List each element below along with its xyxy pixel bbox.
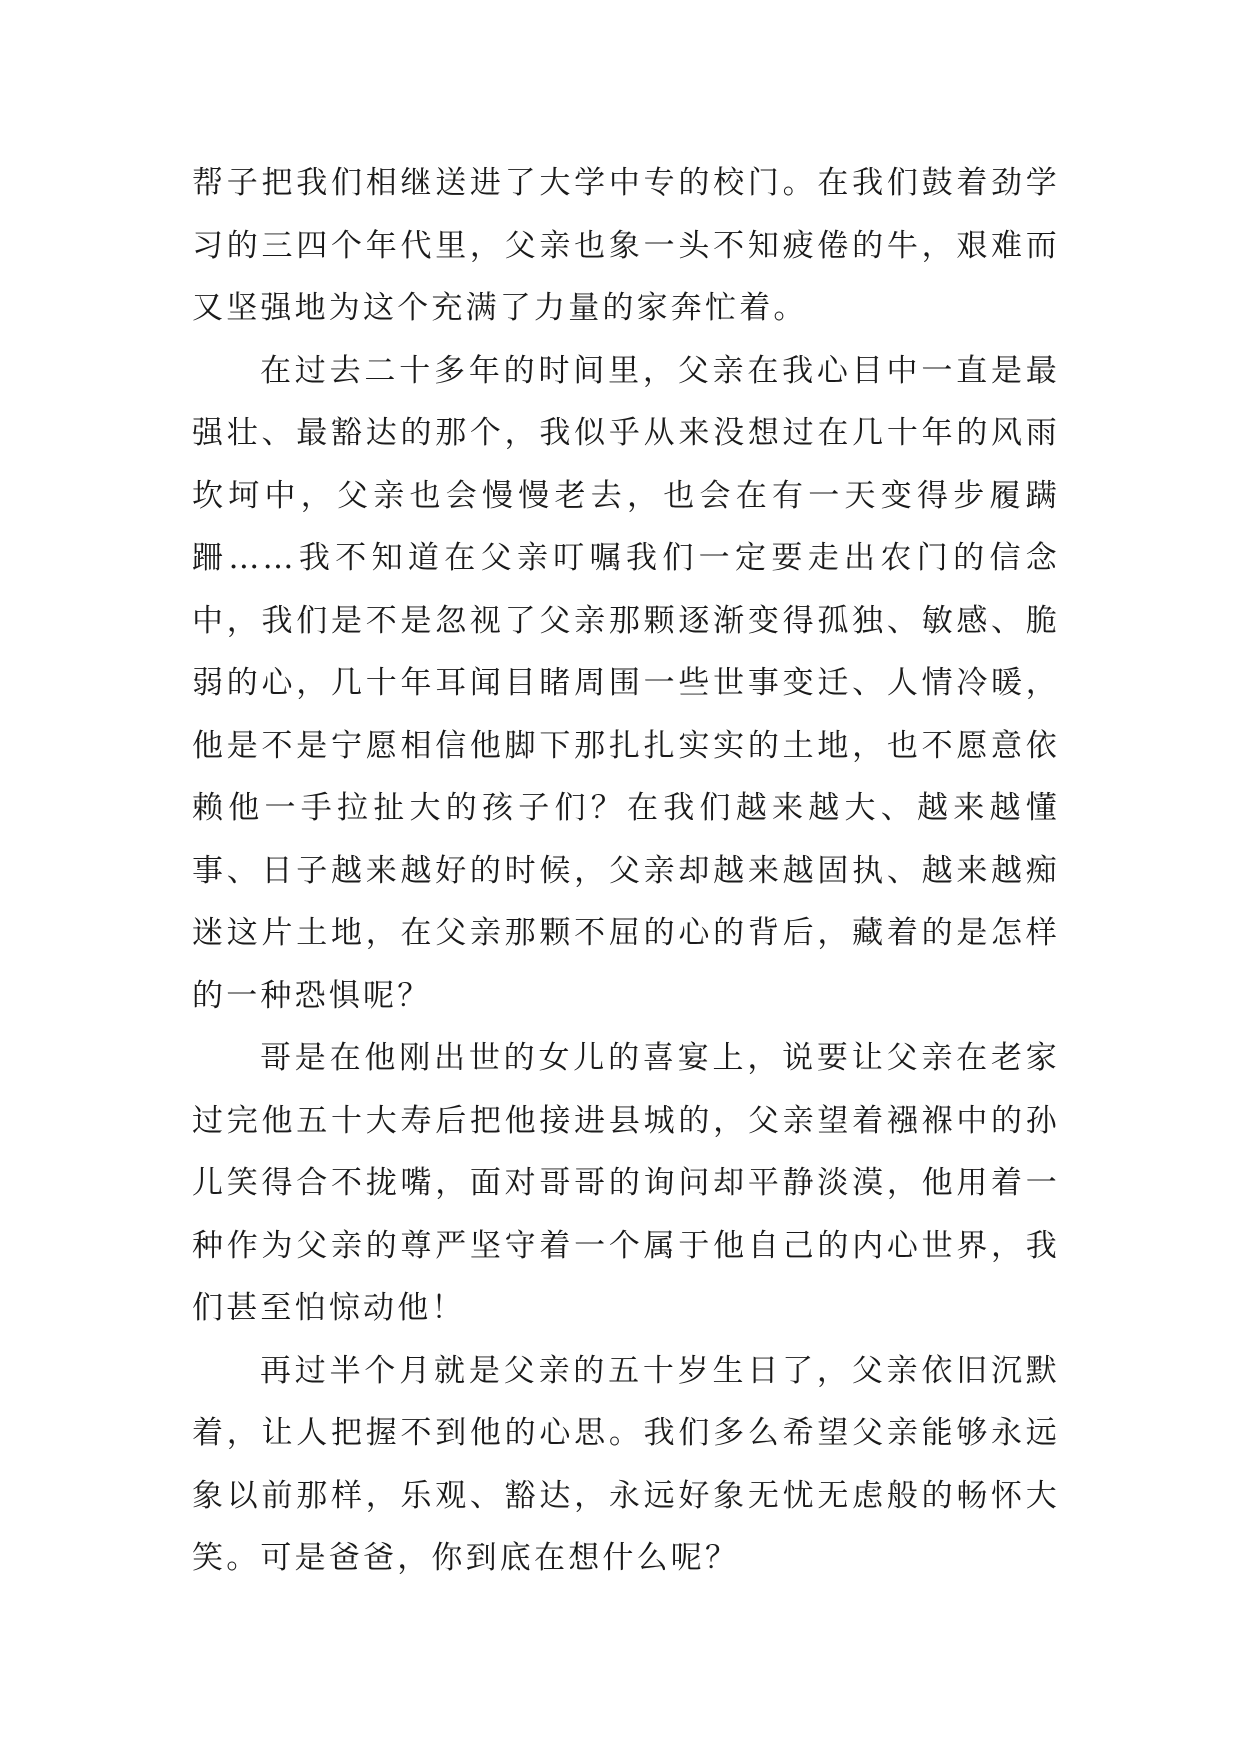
paragraph-3: 哥是在他刚出世的女儿的喜宴上，说要让父亲在老家过完他五十大寿后把他接进县城的，父亲望着襁褓中的孙儿笑得合不拢嘴，面对哥哥的询问却平静淡漠，他用着一种作为父亲的尊严坚守着一个属于他自己的内心世界，我们甚至怕惊动他！ [192,1040,1060,1326]
paragraph-2: 在过去二十多年的时间里，父亲在我心目中一直是最强壮、最豁达的那个，我似乎从来没想过在几十年的风雨坎坷中，父亲也会慢慢老去，也会在有一天变得步履蹒跚……我不知道在父亲叮嘱我们一定要走出农门的信念中，我们是不是忽视了父亲那颗逐渐变得孤独、敏感、脆弱的心，几十年耳闻目睹周围一些世事变迁、人情冷暖，他是不是宁愿相信他脚下那扎扎实实的土地，也不愿意依赖他一手拉扯大的孩子们？在我们越来越大、越来越懂事、日子越来越好的时候，父亲却越来越固执、越来越痴迷这片土地，在父亲那颗不屈的心的背后，藏着的是怎样的一种恐惧呢？ [192,352,1060,1014]
paragraph-4: 再过半个月就是父亲的五十岁生日了，父亲依旧沉默着，让人把握不到他的心思。我们多么希望父亲能够永远象以前那样，乐观、豁达，永远好象无忧无虑般的畅怀大笑。可是爸爸，你到底在想什么呢？ [192,1352,1060,1576]
body-text [192,152,1060,1590]
paragraph-1: 帮子把我们相继送进了大学中专的校门。在我们鼓着劲学习的三四个年代里，父亲也象一头不知疲倦的牛，艰难而又坚强地为这个充满了力量的家奔忙着。 [192,165,1060,326]
